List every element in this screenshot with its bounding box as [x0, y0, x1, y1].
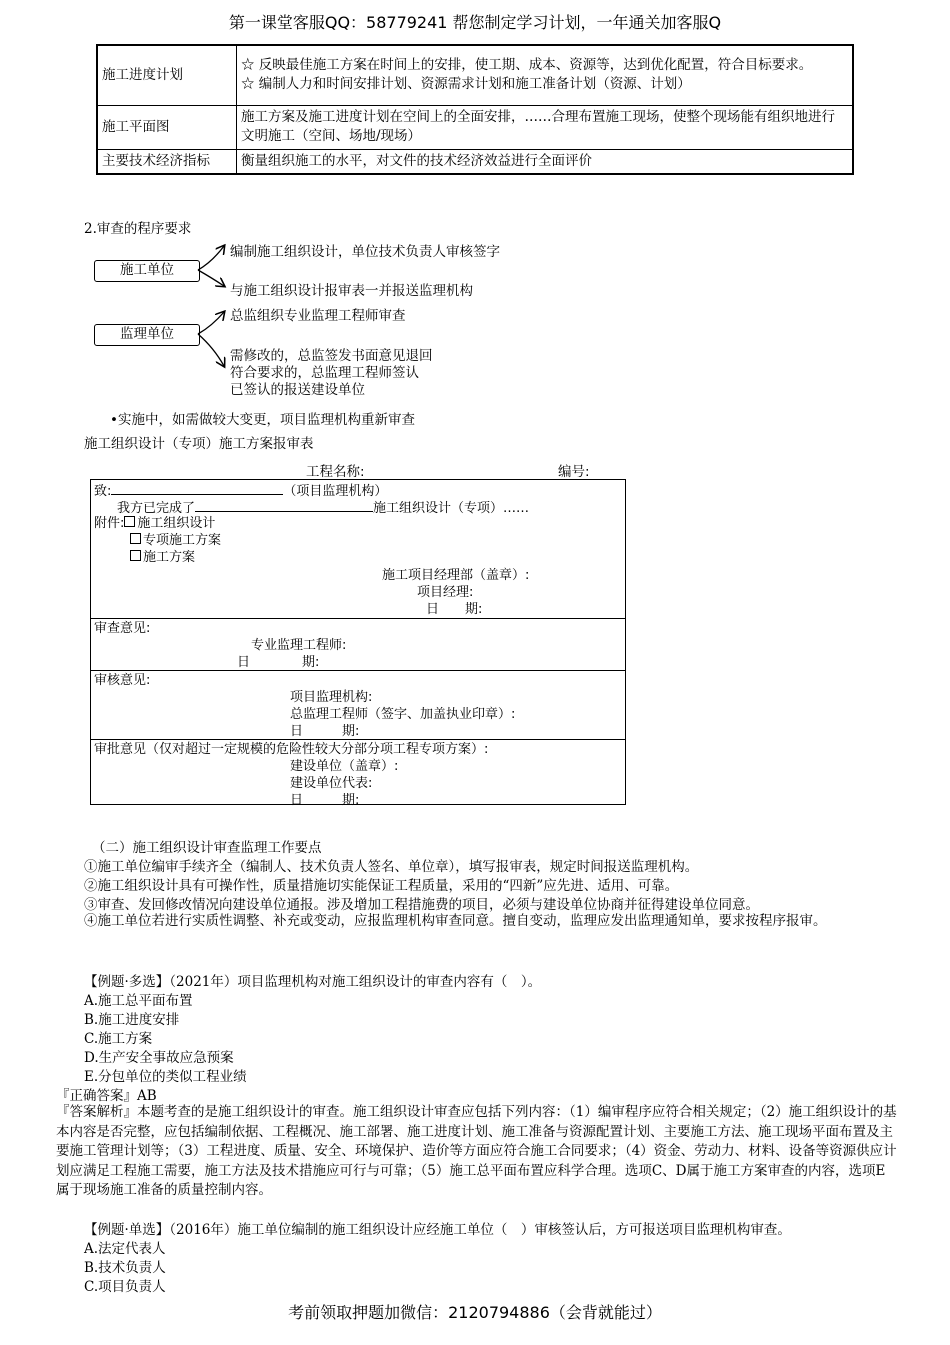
point-item: ①施工单位编审手续齐全（编制人、技术负责人签名、单位章），填写报审表，规定时间报送监理机构。	[84, 859, 699, 875]
attachment-row	[130, 532, 221, 549]
table-row	[97, 45, 853, 105]
option-item: D.生产安全事故应急预案	[84, 1050, 234, 1066]
table-line: ☆ 编制人力和时间安排计划、资源需求计划和施工准备计划（资源、计划）	[241, 76, 691, 93]
option-item: B.施工进度安排	[84, 1012, 180, 1028]
form-title: 施工组织设计（专项）施工方案报审表	[84, 436, 314, 452]
audit-section	[91, 670, 625, 671]
procedure-heading: 2.审查的程序要求	[84, 221, 192, 237]
option-item: E.分包单位的类似工程业绩	[84, 1069, 247, 1085]
number-label: 编号:	[558, 464, 590, 480]
point-item: ②施工组织设计具有可操作性，质量措施切实能保证工程质量，采用的“四新”应先进、适用、可靠。	[84, 878, 679, 894]
supervisor-branch-2: 需修改的，总监签发书面意见退回	[230, 348, 433, 364]
table-value	[237, 149, 854, 174]
completed-suffix: 施工组织设计（专项）……	[373, 501, 530, 516]
example1-answer: 『正确答案』AB	[56, 1088, 157, 1104]
audit-label: 审核意见:	[94, 673, 151, 688]
date-label: 日 期:	[237, 655, 320, 670]
project-name-label: 工程名称:	[306, 464, 365, 480]
review-label: 审查意见:	[94, 621, 151, 636]
plan-content-table	[96, 44, 854, 175]
supervisor-branch-1: 总监组织专业监理工程师审查	[230, 308, 406, 324]
table-row	[97, 105, 853, 149]
dept-seal: 施工项目经理部（盖章）:	[382, 568, 530, 583]
example2-stem: 【例题·单选】（2016年）施工单位编制的施工组织设计应经施工单位（ ）审核签认后，方可报送项目监理机构审查。	[84, 1222, 791, 1238]
attach-label: 附件:	[94, 516, 125, 531]
table-key: 施工平面图	[97, 105, 237, 149]
procedure-note: •实施中，如需做较大变更，项目监理机构重新审查	[110, 412, 415, 428]
owner-seal: 建设单位（盖章）:	[290, 759, 399, 774]
option-item: B.技术负责人	[84, 1260, 166, 1276]
supervisor-box: 监理单位	[94, 324, 200, 346]
option-item: C.项目负责人	[84, 1279, 166, 1295]
approval-form	[90, 479, 626, 808]
example1-analysis: 『答案解析』本题考查的是施工组织设计的审查。施工组织设计审查应包括下列内容：（1）编审程序应符合相关规定；（2）施工组织设计的基本内容是否完整，应包括编制依据、工程概况、施工部署、施工进度计划、施工准备与资源配置计划、主要施工方法、施工现场平面布置及主要施工管理计划等；（3）工程进度、质量、安全、环境保护、造价等方面应符合施工合同要求；（4）资金、劳动力、材料、设备等资源供应计划应满足工程施工需要，施工方法及技术措施应可行与可靠；（5）施工总平面布置应科学合理。选项C、D属于施工方案审查的内容，选项E属于现场施工准备的质量控制内容。	[56, 1104, 897, 1198]
checkbox[interactable]	[130, 550, 141, 561]
header-banner: 第一课堂客服QQ：58779241 帮您制定学习计划，一年通关加客服Q	[228, 13, 722, 32]
attachment-item: 专项施工方案	[143, 533, 222, 548]
date-label: 日 期:	[290, 793, 360, 808]
date-label: 日 期:	[290, 724, 360, 739]
contractor-box: 施工单位	[94, 260, 200, 282]
option-item: C.施工方案	[84, 1031, 153, 1047]
to-suffix: （项目监理机构）	[283, 484, 388, 499]
pm-label: 项目经理:	[417, 585, 474, 600]
attachment-item: 施工方案	[143, 550, 196, 565]
to-label: 致:	[94, 484, 112, 499]
table-line: 施工方案及施工进度计划在空间上的全面安排，……合理布置施工现场，使整个现场能有组织地进行文明施工（空间、场地/现场）	[241, 109, 835, 144]
contractor-branch-1: 编制施工组织设计，单位技术负责人审核签字	[230, 244, 500, 260]
checkbox[interactable]	[124, 516, 135, 527]
arrow-up	[198, 312, 224, 334]
option-item: A.法定代表人	[84, 1241, 166, 1257]
table-line: ☆ 反映最佳施工方案在时间上的安排，使工期、成本、资源等，达到优化配置，符合目标要求。	[241, 57, 813, 74]
supervision-org: 项目监理机构:	[290, 690, 373, 705]
option-item: A.施工总平面布置	[84, 993, 193, 1009]
attachment-row	[130, 549, 195, 566]
table-key: 施工进度计划	[97, 45, 237, 105]
approval-section	[91, 739, 625, 740]
table-value	[237, 105, 854, 149]
attachment-row	[94, 515, 215, 532]
chief-engineer: 总监理工程师（签字、加盖执业印章）:	[290, 707, 516, 722]
arrow-down	[198, 334, 224, 366]
table-line: 衡量组织施工的水平，对文件的技术经济效益进行全面评价	[241, 152, 592, 169]
contractor-branch-2: 与施工组织设计报审表一并报送监理机构	[230, 283, 473, 299]
points-title: （二）施工组织设计审查监理工作要点	[92, 840, 322, 856]
owner-rep: 建设单位代表:	[290, 776, 373, 791]
table-value	[237, 45, 854, 105]
footer-banner: 考前领取押题加微信：2120794886（会背就能过）	[288, 1303, 662, 1322]
review-section	[91, 618, 625, 619]
supervisor-branch-4: 已签认的报送建设单位	[230, 382, 365, 398]
completed-blank[interactable]	[195, 498, 373, 512]
example1-stem: 【例题·多选】（2021年）项目监理机构对施工组织设计的审查内容有（ ）。	[84, 974, 542, 990]
arrow-up	[198, 246, 224, 270]
to-blank[interactable]	[111, 481, 283, 495]
attachment-item: 施工组织设计	[137, 516, 216, 531]
point-item: ③审查、发回修改情况向建设单位通报。涉及增加工程措施费的项目，必须与建设单位协商并征得建设单位同意。	[84, 897, 759, 913]
date-label: 日 期:	[426, 602, 483, 617]
checkbox[interactable]	[130, 533, 141, 544]
arrow-down	[198, 270, 224, 286]
supervising-engineer: 专业监理工程师:	[251, 638, 347, 653]
completed-prefix: 我方已完成了	[117, 501, 196, 516]
table-row	[97, 149, 853, 174]
approval-label: 审批意见（仅对超过一定规模的危险性较大分部分项工程专项方案）:	[94, 742, 489, 757]
table-key: 主要技术经济指标	[97, 149, 237, 174]
supervisor-branch-3: 符合要求的，总监理工程师签认	[230, 365, 419, 381]
point-item: ④施工单位若进行实质性调整、补充或变动，应报监理机构审查同意。擅自变动，监理应发出监理通知单，要求按程序报审。	[84, 913, 827, 929]
